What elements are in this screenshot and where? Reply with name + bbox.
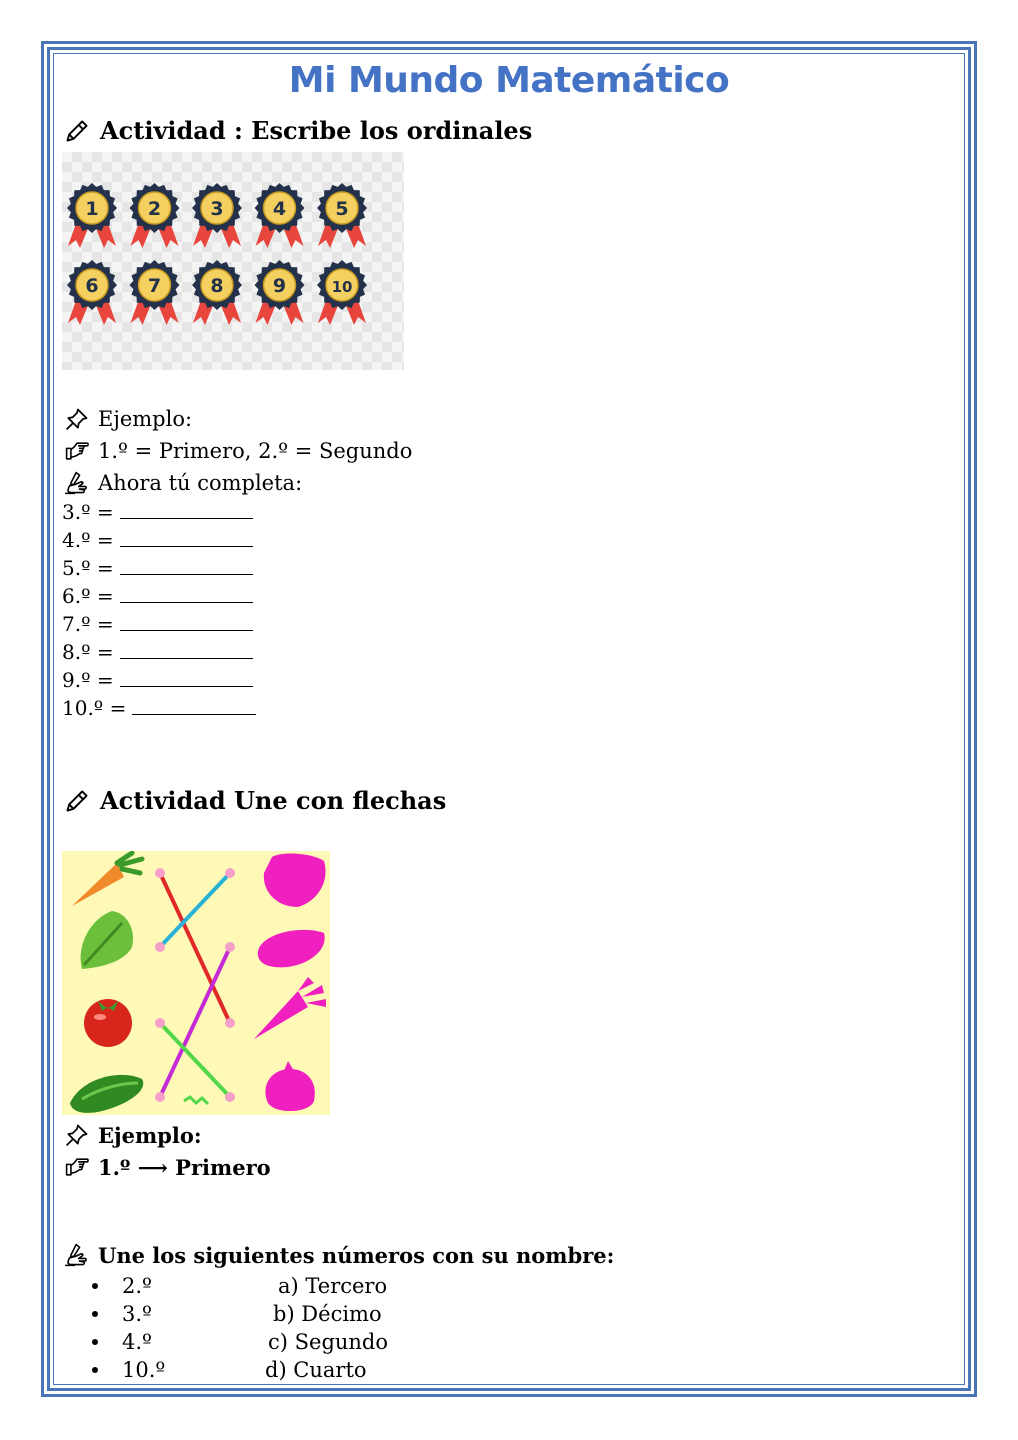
medal-10-icon xyxy=(317,260,367,325)
pushpin-icon xyxy=(62,1122,92,1148)
medal-number: 1 xyxy=(85,198,99,220)
blank-row xyxy=(62,640,253,664)
carrot-silhouette-icon xyxy=(254,977,328,1039)
medal-3-icon xyxy=(192,183,242,248)
blank-row xyxy=(62,556,253,580)
carrot-icon xyxy=(72,853,142,906)
blank-label: 3.º = xyxy=(62,500,114,524)
medal-number: 4 xyxy=(272,198,287,220)
page-title: Mi Mundo Matemático xyxy=(288,60,730,101)
list-item xyxy=(90,1272,388,1300)
list-item xyxy=(90,1328,388,1356)
medal-number: 2 xyxy=(147,198,162,220)
activity2-prompt xyxy=(62,1242,614,1268)
item-number: 3.º xyxy=(122,1302,152,1326)
medals-illustration xyxy=(62,152,404,370)
bullet xyxy=(92,1339,98,1345)
blank-row xyxy=(62,500,253,524)
blank-row xyxy=(62,612,253,636)
activity2-example-label xyxy=(62,1122,202,1148)
medal-number: 6 xyxy=(85,275,99,297)
tomato-icon xyxy=(84,999,132,1047)
answer-blank[interactable] xyxy=(120,558,253,575)
blank-label: 6.º = xyxy=(62,584,114,608)
medal-5-icon xyxy=(317,183,367,248)
activity2-heading-text: Actividad Une con flechas xyxy=(100,786,447,815)
blank-row xyxy=(62,696,256,720)
blank-label: 9.º = xyxy=(62,668,114,692)
item-option: b) Décimo xyxy=(273,1302,382,1326)
item-option: a) Tercero xyxy=(278,1274,388,1298)
blank-label: 5.º = xyxy=(62,556,114,580)
activity1-example-text: 1.º = Primero, 2.º = Segundo xyxy=(98,439,413,463)
medal-9-icon xyxy=(255,260,305,325)
item-option: d) Cuarto xyxy=(265,1358,367,1382)
lettuce-icon xyxy=(81,911,133,969)
activity1-heading-text: Actividad : Escribe los ordinales xyxy=(100,116,533,145)
pointing-hand-icon xyxy=(62,438,92,464)
blank-label: 7.º = xyxy=(62,612,114,636)
bullet xyxy=(92,1311,98,1317)
item-number: 10.º xyxy=(122,1358,166,1382)
blank-row xyxy=(62,528,253,552)
medal-2-icon xyxy=(130,183,180,248)
medals-image xyxy=(62,152,404,370)
item-option: c) Segundo xyxy=(268,1330,389,1354)
activity2-heading xyxy=(62,786,446,815)
list-item xyxy=(90,1356,388,1384)
silhouette-shapes xyxy=(254,854,328,1112)
activity1-example xyxy=(62,438,412,464)
pencil-icon xyxy=(62,118,92,144)
blank-row xyxy=(62,668,253,692)
activity1-prompt xyxy=(62,470,302,496)
pointing-hand-icon xyxy=(62,1154,92,1180)
medal-4-icon xyxy=(255,183,305,248)
matching-illustration xyxy=(62,851,330,1115)
blank-row xyxy=(62,584,253,608)
matching-lines xyxy=(155,868,235,1104)
activity2-prompt-text: Une los siguientes números con su nombre: xyxy=(98,1242,615,1268)
writing-hand-icon xyxy=(62,470,92,496)
answer-blank[interactable] xyxy=(120,642,253,659)
answer-blank[interactable] xyxy=(120,614,253,631)
medal-number: 5 xyxy=(335,198,349,220)
bullet xyxy=(92,1367,98,1373)
list-item xyxy=(90,1300,388,1328)
activity1-heading xyxy=(62,116,532,145)
medal-number: 7 xyxy=(147,275,162,297)
blank-label: 8.º = xyxy=(62,640,114,664)
medal-8-icon xyxy=(192,260,242,325)
activity2-example-label-text: Ejemplo: xyxy=(98,1122,202,1148)
bullet xyxy=(92,1283,98,1289)
medal-number: 9 xyxy=(272,275,287,297)
medal-6-icon xyxy=(67,260,117,325)
answer-blank[interactable] xyxy=(120,530,253,547)
pencil-icon xyxy=(62,788,92,814)
lettuce-silhouette-icon xyxy=(264,854,326,907)
answer-blank[interactable] xyxy=(120,670,253,687)
medal-1-icon xyxy=(67,183,117,248)
medal-number: 10 xyxy=(331,278,353,296)
cucumber-silhouette-icon xyxy=(258,930,325,967)
activity1-example-label-text: Ejemplo: xyxy=(98,407,193,431)
item-number: 2.º xyxy=(122,1274,152,1298)
tomato-silhouette-icon xyxy=(265,1061,314,1111)
blank-label: 10.º = xyxy=(62,696,127,720)
item-number: 4.º xyxy=(122,1330,152,1354)
vegetable-matching-image xyxy=(62,851,330,1115)
medal-7-icon xyxy=(130,260,180,325)
answer-blank[interactable] xyxy=(120,586,253,603)
medal-number: 3 xyxy=(210,198,224,220)
activity2-example-text: 1.º ⟶ Primero xyxy=(98,1154,271,1180)
medal-number: 8 xyxy=(210,275,224,297)
writing-hand-icon xyxy=(62,1242,92,1268)
blank-label: 4.º = xyxy=(62,528,114,552)
answer-blank[interactable] xyxy=(132,698,256,715)
matching-list xyxy=(90,1272,388,1384)
answer-blank[interactable] xyxy=(120,502,253,519)
pushpin-icon xyxy=(62,406,92,432)
cucumber-icon xyxy=(70,1075,143,1113)
activity1-example-label xyxy=(62,406,192,432)
activity1-prompt-text: Ahora tú completa: xyxy=(98,471,303,495)
activity2-example xyxy=(62,1154,271,1180)
